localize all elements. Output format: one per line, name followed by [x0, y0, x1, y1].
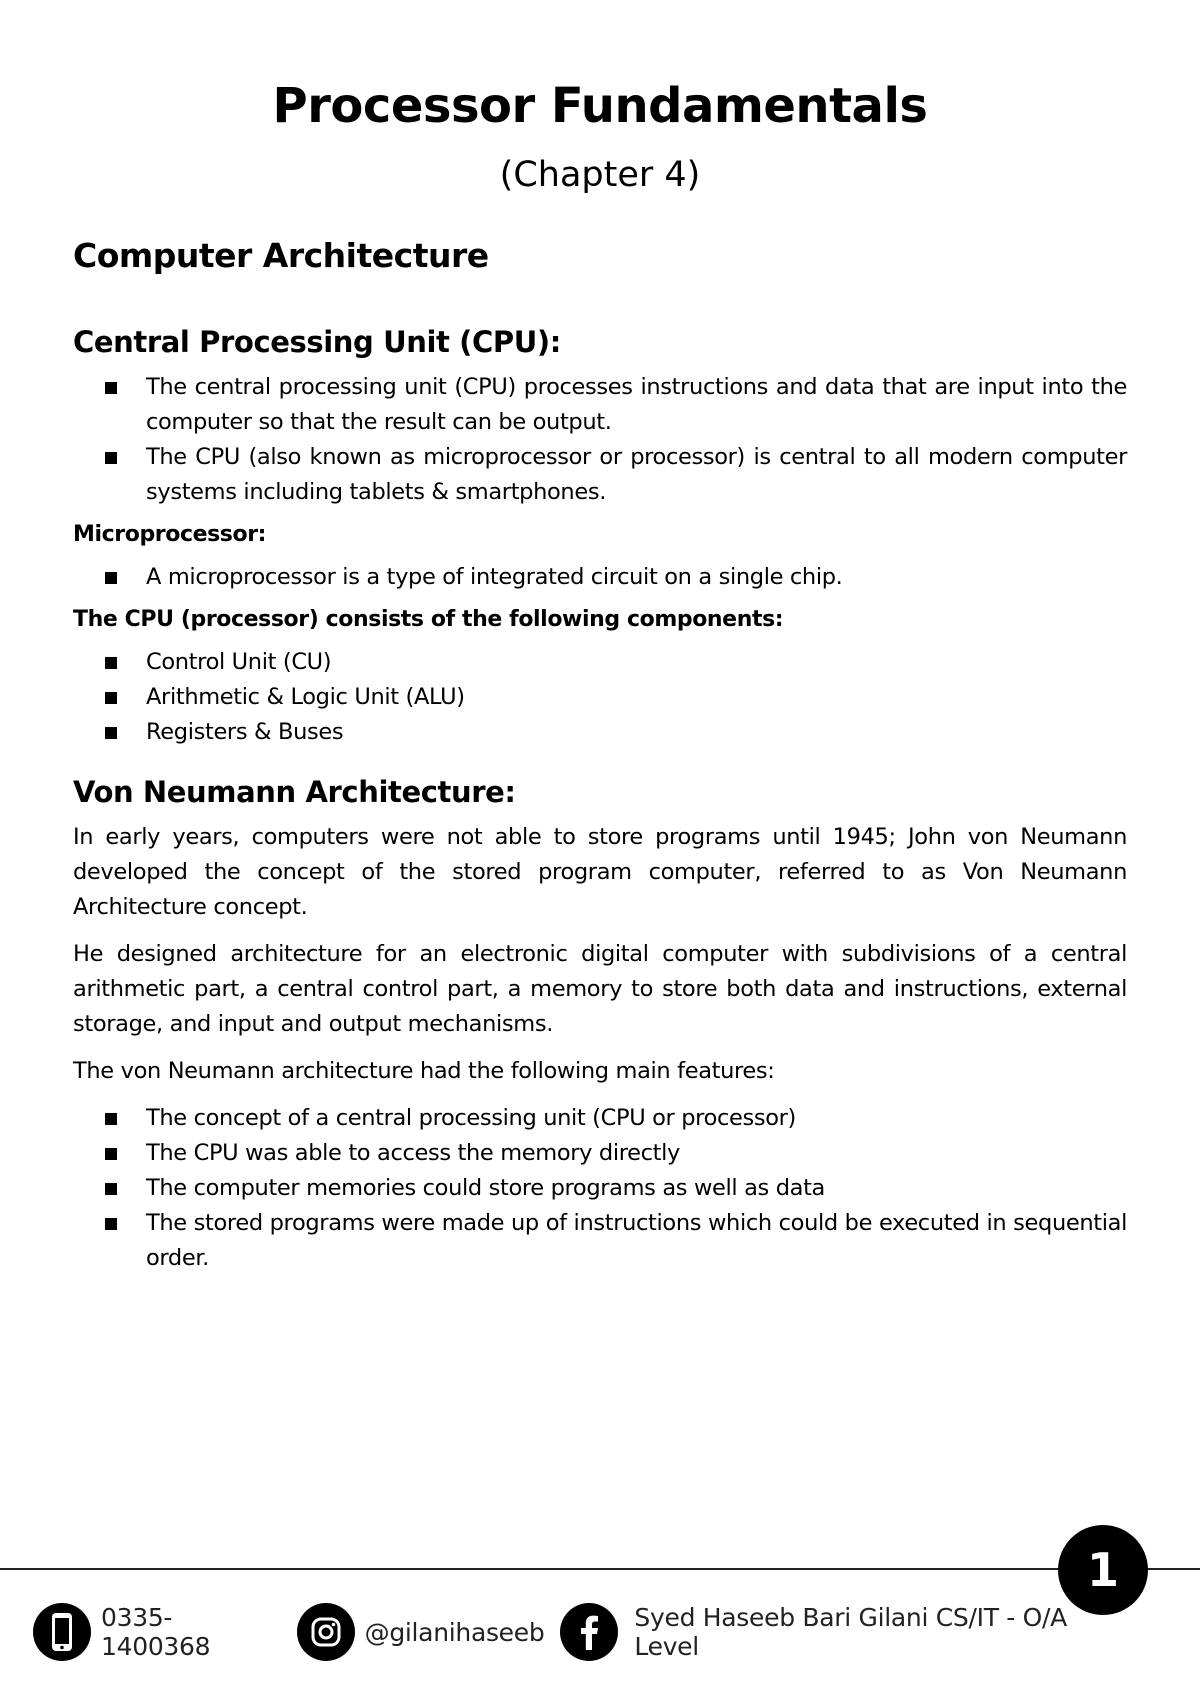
- footer-phone: 0335-1400368: [101, 1603, 211, 1661]
- von-neumann-heading: Von Neumann Architecture:: [73, 775, 516, 809]
- square-bullet-icon: [105, 452, 117, 464]
- list-item: [73, 560, 1127, 595]
- square-bullet-icon: [105, 1218, 117, 1230]
- microprocessor-bullet-list: [73, 560, 1127, 595]
- footer-divider: [0, 1568, 1200, 1570]
- square-bullet-icon: [105, 572, 117, 584]
- list-item-text: Arithmetic & Logic Unit (ALU): [146, 684, 465, 710]
- list-item: [73, 1206, 1127, 1276]
- page-title: Processor Fundamentals: [272, 78, 928, 134]
- list-item-text: The central processing unit (CPU) processes instructions and data that are input into the computer so that the result can be output.: [146, 374, 1127, 435]
- list-item-text: The CPU was able to access the memory directly: [146, 1140, 681, 1166]
- von-neumann-paragraph: He designed architecture for an electronic digital computer with subdivisions of a central arithmetic part, a central control part, a memory to store both data and instructions, external storage, and input and output mechanisms.: [73, 941, 1127, 1037]
- square-bullet-icon: [105, 1183, 117, 1195]
- components-heading: The CPU (processor) consists of the following components:: [73, 607, 784, 632]
- cpu-bullet-list: [73, 370, 1127, 510]
- von-neumann-bullet-list: [73, 1101, 1127, 1276]
- page-number-badge: 1: [1058, 1525, 1148, 1615]
- square-bullet-icon: [105, 692, 117, 704]
- list-item: [73, 645, 1127, 680]
- phone-icon: [33, 1603, 91, 1661]
- list-item-text: The computer memories could store programs as well as data: [146, 1175, 825, 1201]
- components-bullet-list: [73, 645, 1127, 750]
- list-item-text: A microprocessor is a type of integrated circuit on a single chip.: [146, 564, 843, 590]
- footer-instagram: @gilanihaseeb: [364, 1617, 545, 1647]
- cpu-heading: Central Processing Unit (CPU):: [73, 325, 561, 359]
- list-item: [73, 1101, 1127, 1136]
- square-bullet-icon: [105, 657, 117, 669]
- list-item-text: Registers & Buses: [146, 719, 344, 745]
- list-item-text: The concept of a central processing unit (CPU or processor): [146, 1105, 796, 1131]
- instagram-icon: [297, 1603, 355, 1661]
- square-bullet-icon: [105, 382, 117, 394]
- list-item: [73, 1171, 1127, 1206]
- von-neumann-paragraph: In early years, computers were not able to store programs until 1945; John von Neumann developed the concept of the stored program computer, referred to as Von Neumann Architecture concept.: [73, 824, 1127, 920]
- microprocessor-heading: Microprocessor:: [73, 522, 267, 547]
- footer: [33, 1602, 1153, 1662]
- section-heading: Computer Architecture: [73, 236, 489, 275]
- list-item-text: The stored programs were made up of instructions which could be executed in sequential order.: [146, 1210, 1127, 1271]
- list-item-text: Control Unit (CU): [146, 649, 332, 675]
- list-item: [73, 370, 1127, 440]
- page-subtitle: (Chapter 4): [499, 155, 701, 195]
- facebook-icon: [560, 1603, 618, 1661]
- list-item: [73, 1136, 1127, 1171]
- list-item: [73, 680, 1127, 715]
- square-bullet-icon: [105, 727, 117, 739]
- list-item: [73, 440, 1127, 510]
- von-neumann-paragraph: The von Neumann architecture had the following main features:: [73, 1058, 775, 1084]
- square-bullet-icon: [105, 1113, 117, 1125]
- square-bullet-icon: [105, 1148, 117, 1160]
- list-item: [73, 715, 1127, 750]
- list-item-text: The CPU (also known as microprocessor or processor) is central to all modern computer systems including tablets & smartphones.: [146, 444, 1127, 505]
- document-body: [73, 232, 1127, 1282]
- footer-author: Syed Haseeb Bari Gilani CS/IT - O/A Level: [634, 1603, 1067, 1661]
